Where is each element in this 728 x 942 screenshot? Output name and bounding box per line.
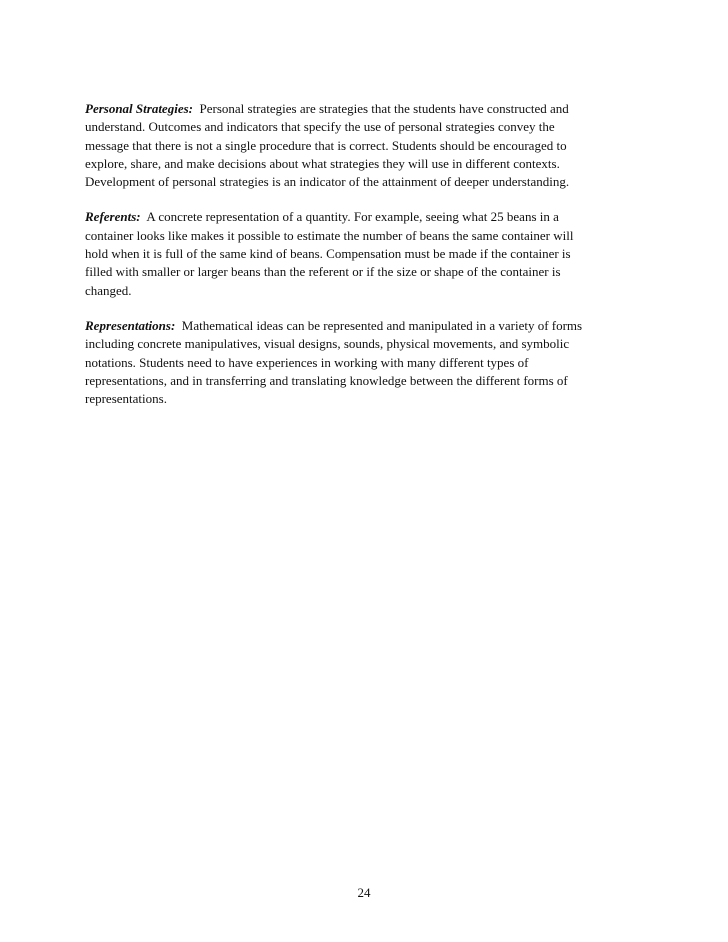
page-number: 24 <box>357 885 371 900</box>
definition-line: understand. Outcomes and indicators that specify the use of personal strategies convey the <box>85 119 555 135</box>
definition-line: Personal strategies are strategies that the students have constructed and <box>199 101 569 116</box>
definition-line: Mathematical ideas can be represented and manipulated in a variety of forms <box>181 317 583 333</box>
glossary-term: Referents: <box>85 209 141 225</box>
definition-line: representations. <box>85 391 167 407</box>
glossary-term: Personal Strategies: <box>85 101 193 116</box>
definition-line: container looks like makes it possible to estimate the number of beans the same container will <box>85 227 574 243</box>
glossary-entry-referents <box>85 208 645 299</box>
definition-line: A concrete representation of a quantity. For example, seeing what 25 beans in a <box>146 209 559 225</box>
glossary-content <box>85 100 645 425</box>
definition-line: changed. <box>85 282 132 298</box>
definition-line: Development of personal strategies is an indicator of the attainment of deeper understanding. <box>85 174 570 190</box>
glossary-term: Representations: <box>85 317 176 333</box>
definition-line: message that there is not a single procedure that is correct. Students should be encouraged to <box>85 137 567 153</box>
definition-line: including concrete manipulatives, visual designs, sounds, physical movements, and symbolic <box>85 336 570 352</box>
definition-line: explore, share, and make decisions about what strategies they will use in different contexts. <box>85 155 560 171</box>
definition-line: notations. Students need to have experiences in working with many different types of <box>85 354 529 370</box>
glossary-entry-representations <box>85 317 645 408</box>
definition-line: hold when it is full of the same kind of beans. Compensation must be made if the container is <box>85 246 571 262</box>
glossary-entry-personal-strategies <box>85 100 645 191</box>
definition-line: filled with smaller or larger beans than the referent or if the size or shape of the container is <box>85 264 561 280</box>
definition-line: representations, and in transferring and translating knowledge between the different forms of <box>85 372 568 388</box>
